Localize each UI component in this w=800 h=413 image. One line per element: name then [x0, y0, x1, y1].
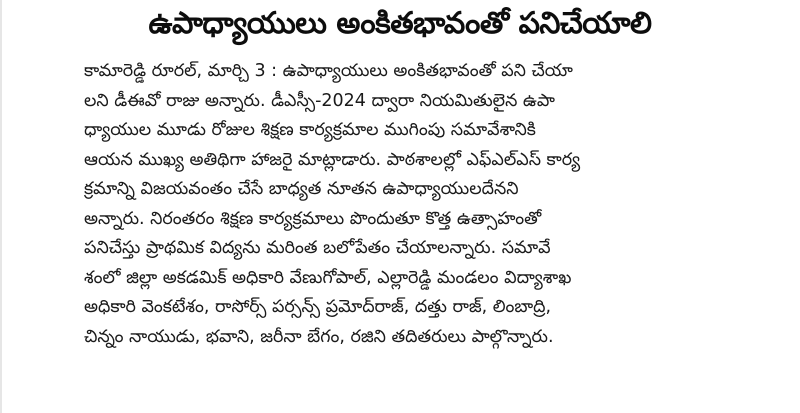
article-line: పనిచేస్తు ప్రాథమిక విద్యను మరింత బలోపేతం చేయాలన్నారు. సమావే: [84, 238, 551, 258]
article-headline: ఉపాధ్యాయులు అంకితభావంతో పనిచేయాలి: [148, 6, 652, 41]
article-line: కామారెడ్డి రూరల్, మార్చి 3 : ఉపాధ్యాయులు అంకితభావంతో పని చేయా: [84, 61, 573, 81]
page-edge-divider: [0, 0, 2, 413]
article-body: [84, 57, 774, 352]
article-line: శంలో జిల్లా అకడమిక్ అధికారి వేణుగోపాల్, ఎల్లారెడ్డి మండలం విద్యాశాఖ: [84, 267, 572, 288]
article-line: అన్నారు. నిరంతరం శిక్షణ కార్యక్రమాలు పొందుతూ కొత్త ఉత్సాహంతో: [84, 208, 542, 229]
article-line: అధికారి వెంకటేశం, రాసోర్స్ పర్సన్స్ ప్రమోద్‌రాజ్, దత్తు రాజ్, లింబాద్రి,: [84, 297, 552, 317]
article-line: లని డీఈవో రాజు అన్నారు. డీఎస్సీ-2024 ద్వారా నియమితులైన ఉపా: [84, 90, 555, 111]
article-line: ఆయన ముఖ్య అతిథిగా హాజరై మాట్లాడారు. పాఠశాలల్లో ఎఫ్ఎల్ఎస్ కార్య: [84, 149, 581, 170]
article-line: క్రమాన్ని విజయవంతం చేసే బాధ్యత నూతన ఉపాధ్యాయులదేనని: [84, 179, 519, 199]
article-line: ధ్యాయుల మూడు రోజుల శిక్షణ కార్యక్రమాల ముగింపు సమావేశానికి: [84, 120, 536, 140]
article-line: చిన్నం నాయుడు, భవాని, జరీనా బేగం, రజిని తదితరులు పాల్గొన్నారు.: [84, 326, 554, 347]
